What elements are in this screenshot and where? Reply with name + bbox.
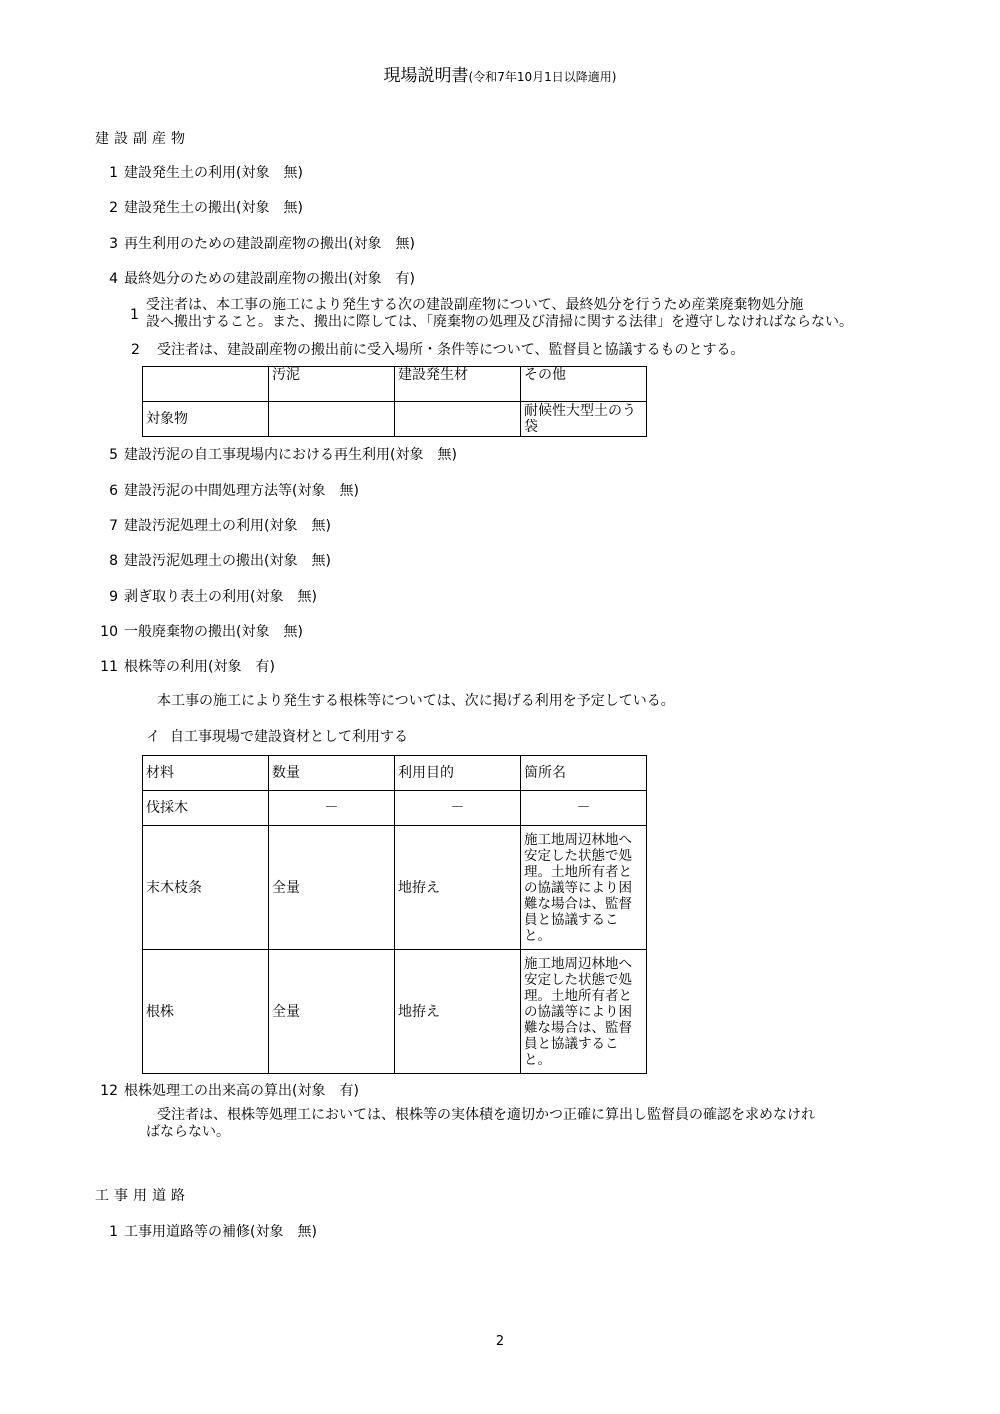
table-cell: 根株	[143, 950, 269, 1074]
table-row	[143, 950, 647, 1074]
table-header-cell: 建設発生材	[395, 367, 521, 402]
subitem-text: 自工事現場で建設資材として利用する	[170, 729, 408, 745]
table-header-cell: その他	[521, 367, 647, 402]
paragraph-line: 受注者は、建設副産物の搬出前に受入場所・条件等について、監督員と協議するものとする。	[157, 342, 745, 358]
table-cell: 耐候性大型土のう袋	[521, 402, 647, 437]
paragraph-line: ばならない。	[146, 1124, 230, 1140]
list-item: 4 最終処分のための建設副産物の搬出(対象 有)	[109, 271, 415, 287]
table-cell: 施工地周辺林地へ安定した状態で処理。土地所有者との協議等により困難な場合は、監督員と協議すること。	[521, 950, 647, 1074]
section-heading-construction-byproducts: 建設副産物	[95, 131, 190, 147]
paragraph-line: 受注者は、根株等処理工においては、根株等の実体積を適切かつ正確に算出し監督員の確認を求めなけれ	[157, 1107, 815, 1123]
list-item: 5 建設汚泥の自工事現場内における再生利用(対象 無)	[109, 447, 457, 463]
table-header-cell	[143, 367, 269, 402]
table-cell: 施工地周辺林地へ安定した状態で処理。土地所有者との協議等により困難な場合は、監督員と協議すること。	[521, 826, 647, 950]
list-item: 6 建設汚泥の中間処理方法等(対象 無)	[109, 483, 359, 499]
table-cell	[269, 402, 395, 437]
table-cell: 全量	[269, 826, 395, 950]
page-number: 2	[495, 1334, 505, 1349]
table-header-cell: 汚泥	[269, 367, 395, 402]
list-item: 10 一般廃棄物の搬出(対象 無)	[100, 624, 303, 640]
table-cell: 対象物	[143, 402, 269, 437]
table-cell: －	[395, 791, 521, 826]
title-main: 現場説明書	[383, 66, 469, 86]
table-cell: －	[269, 791, 395, 826]
list-item: 3 再生利用のための建設副産物の搬出(対象 無)	[109, 236, 415, 252]
subitem-label: イ	[146, 729, 160, 745]
waste-target-table	[142, 366, 647, 437]
table-header-row	[143, 756, 647, 791]
list-item: 9 剥ぎ取り表土の利用(対象 無)	[109, 589, 317, 605]
table-header-cell: 材料	[143, 756, 269, 791]
table-cell: 全量	[269, 950, 395, 1074]
table-cell: 地拵え	[395, 826, 521, 950]
paragraph-line: 本工事の施工により発生する根株等については、次に掲げる利用を予定している。	[157, 693, 675, 709]
stump-usage-table	[142, 755, 647, 1074]
subitem-number: 2	[131, 342, 140, 358]
document-title	[0, 66, 1000, 87]
list-item: 7 建設汚泥処理土の利用(対象 無)	[109, 518, 331, 534]
list-item: 8 建設汚泥処理土の搬出(対象 無)	[109, 553, 331, 569]
table-row	[143, 791, 647, 826]
table-row	[143, 826, 647, 950]
table-cell: 末木枝条	[143, 826, 269, 950]
paragraph-line: 受注者は、本工事の施工により発生する次の建設副産物について、最終処分を行うため産業廃棄物処分施	[146, 297, 804, 313]
list-item: 12 根株処理工の出来高の算出(対象 有)	[100, 1083, 359, 1099]
table-cell: 伐採木	[143, 791, 269, 826]
table-header-cell: 数量	[269, 756, 395, 791]
table-cell: 地拵え	[395, 950, 521, 1074]
list-item: 11 根株等の利用(対象 有)	[100, 659, 275, 675]
table-header-cell: 箇所名	[521, 756, 647, 791]
table-cell: －	[521, 791, 647, 826]
table-header-row	[143, 367, 647, 402]
paragraph-line: 設へ搬出すること。また、搬出に際しては、「廃棄物の処理及び清掃に関する法律」を遵守しなければならない。	[146, 314, 853, 330]
subitem-number: 1	[130, 307, 139, 323]
list-item: 1 工事用道路等の補修(対象 無)	[109, 1224, 317, 1240]
table-header-cell: 利用目的	[395, 756, 521, 791]
table-row	[143, 402, 647, 437]
section-heading-construction-roads: 工事用道路	[95, 1188, 190, 1204]
list-item: 1 建設発生土の利用(対象 無)	[109, 165, 303, 181]
list-item: 2 建設発生土の搬出(対象 無)	[109, 200, 303, 216]
table-cell	[395, 402, 521, 437]
title-note: (令和7年10月1日以降適用)	[468, 70, 617, 84]
